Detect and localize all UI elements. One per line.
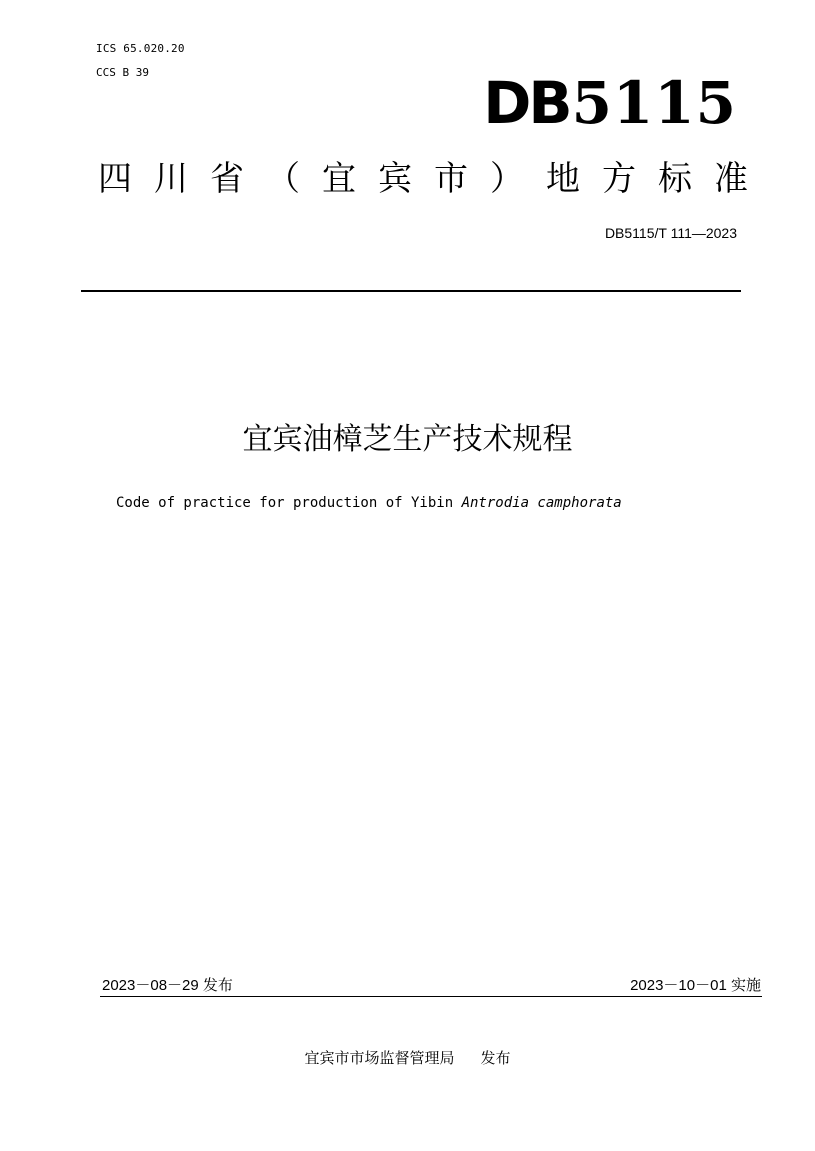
issuer-line	[0, 1047, 815, 1069]
ccs-code: CCS B 39	[96, 66, 149, 79]
issue-date: 2023－08－29	[102, 977, 199, 994]
implement-date: 2023－10－01	[630, 977, 727, 994]
document-title-cn: 宜宾油樟芝生产技术规程	[242, 422, 573, 457]
standard-type-heading: 四川省（宜宾市）地方标准	[98, 159, 770, 199]
issue-label: 发布	[202, 977, 233, 994]
issuer-label: 发布	[480, 1049, 511, 1067]
title-en-plain: Code of practice for production of Yibin	[116, 495, 462, 511]
db-logo	[483, 68, 737, 138]
document-title-en	[116, 493, 622, 513]
db-logo-prefix: DB	[483, 69, 570, 137]
title-en-italic: Antrodia camphorata	[461, 495, 622, 511]
dates-divider	[100, 996, 762, 997]
implement-date-line	[630, 976, 761, 996]
issue-date-line	[102, 976, 233, 996]
standard-number: DB5115/T 111—2023	[604, 225, 737, 241]
db-logo-number: 5115	[571, 69, 737, 137]
header-divider	[81, 290, 741, 292]
issuer-name: 宜宾市市场监督管理局	[304, 1049, 455, 1067]
implement-label: 实施	[730, 977, 761, 994]
ics-code: ICS 65.020.20	[96, 42, 185, 55]
